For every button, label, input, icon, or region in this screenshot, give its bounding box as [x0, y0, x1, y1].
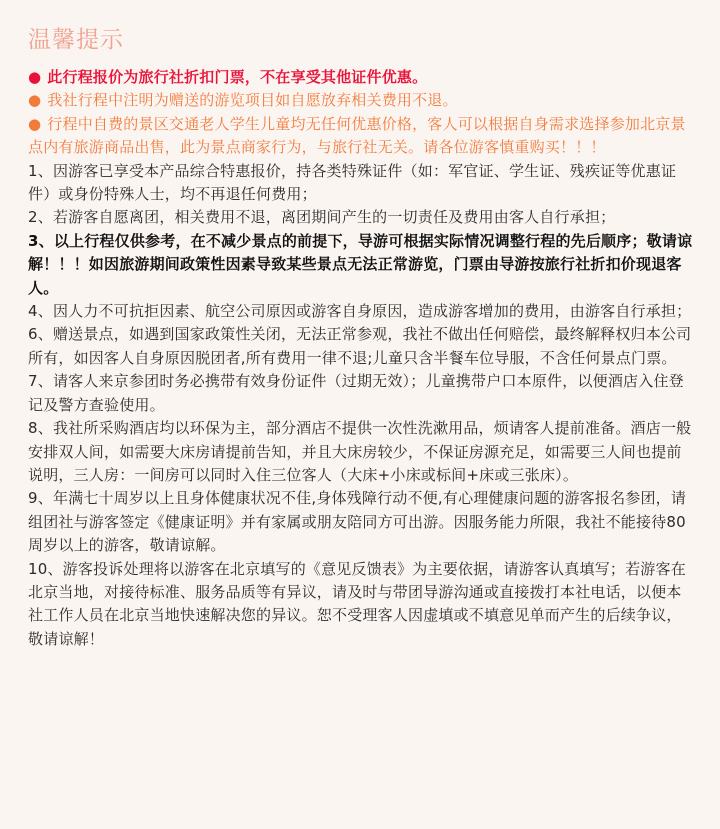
- notice-item-10: 10、游客投诉处理将以游客在北京填写的《意见反馈表》为主要依据，请游客认真填写；若游客在北京当地，对接待标准、服务品质等有异议，请及时与带团导游沟通或直接拨打本社电话，以便本社工作人员在北京当地快速解决您的异议。恕不受理客人因虚填或不填意见单而产生的后续争议，敬请谅解！: [28, 559, 686, 648]
- notice-item-8: 8、我社所采购酒店均以环保为主，部分酒店不提供一次性洗漱用品，烦请客人提前准备。酒店一般安排双人间，如需要大床房请提前告知，并且大床房较少，不保证房源充足，如需要三人间也提前说明，三人房：一间房可以同时入住三位客人（大床+小床或标间+床或三张床）。: [28, 419, 692, 484]
- bullet-dot-icon: ●: [28, 91, 42, 110]
- bullet-discount-ticket: [28, 66, 696, 89]
- bullet-dot-icon: ●: [28, 114, 42, 133]
- bullet-free-items: [28, 89, 696, 112]
- notice-item-6: 6、赠送景点，如遇到国家政策性关闭，无法正常参观，我社不做出任何赔偿，最终解释权归本公司所有，如因客人自身原因脱团者,所有费用一律不退;儿童只含半餐车位导服，不含任何景点门票。: [28, 325, 692, 367]
- notice-item-7: 7、请客人来京参团时务必携带有效身份证件（过期无效）；儿童携带户口本原件，以便酒店入住登记及警方查验使用。: [28, 372, 684, 414]
- notice-item-4: 4、因人力不可抗拒因素、航空公司原因或游客自身原因，造成游客增加的费用，由游客自行承担；: [28, 302, 692, 321]
- bullet-text: 我社行程中注明为赠送的游览项目如自愿放弃相关费用不退。: [47, 91, 458, 110]
- notice-title: 温馨提示: [28, 27, 124, 53]
- notice-item-9: 9、年满七十周岁以上且身体健康状况不佳,身体残障行动不便,有心理健康问题的游客报名参团，请组团社与游客签定《健康证明》并有家属或朋友陪同方可出游。因服务能力所限，我社不能接待80周岁以上的游客，敬请谅解。: [28, 489, 687, 555]
- bullet-dot-icon: ●: [28, 68, 42, 86]
- notice-item-1: 1、因游客已享受本产品综合特惠报价，持各类特殊证件（如：军官证、学生证、残疾证等优惠证件）或身份特殊人士，均不再退任何费用；: [28, 161, 677, 204]
- notice-item-2: 2、若游客自愿离团，相关费用不退，离团期间产生的一切责任及费用由客人自行承担；: [28, 208, 616, 227]
- bullet-text: 行程中自费的景区交通老人学生儿童均无任何优惠价格，客人可以根据自身需求选择参加北京景点内有旅游商品出售，此为景点商家行为，与旅行社无关。请各位游客慎重购买！！！: [28, 114, 686, 157]
- bullet-self-paid: [28, 113, 696, 160]
- bullet-text: 此行程报价为旅行社折扣门票，不在享受其他证件优惠。: [47, 68, 428, 86]
- notice-item-3: 3、以上行程仅供参考，在不减少景点的前提下，导游可根据实际情况调整行程的先后顺序；敬请谅解！！！如因旅游期间政策性因素导致某些景点无法正常游览，门票由导游按旅行社折扣价现退客人。: [28, 231, 693, 297]
